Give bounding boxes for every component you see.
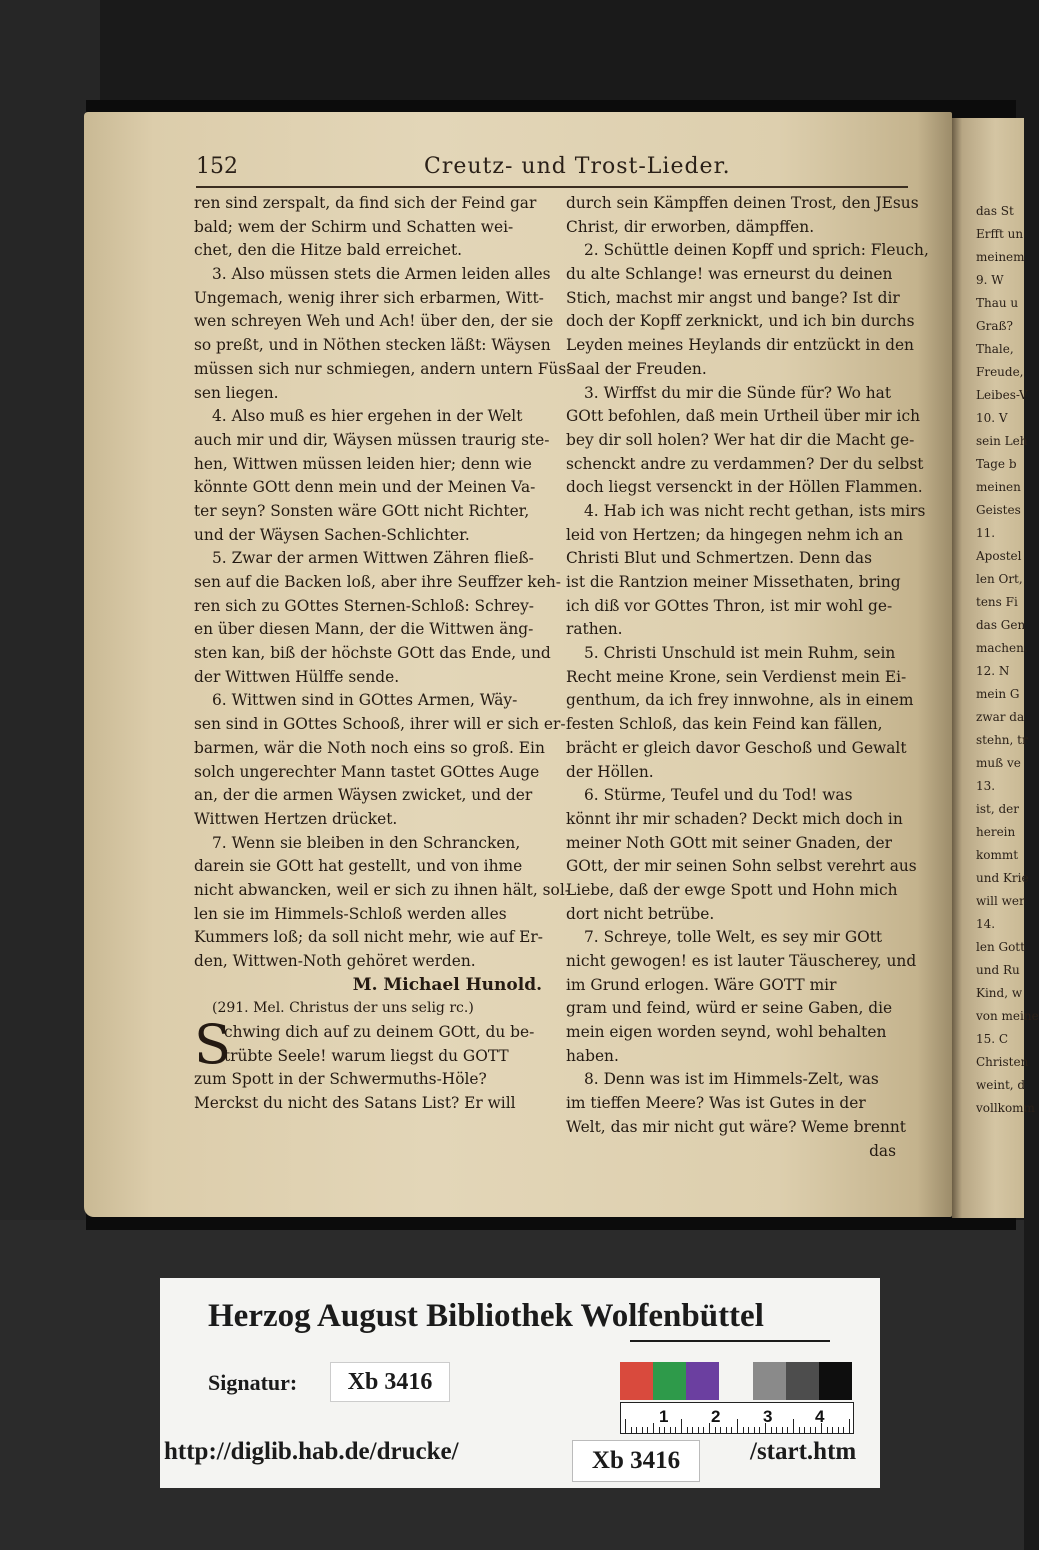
text-line: der Höllen. xyxy=(566,762,654,781)
text-line: trübte Seele! warum liegst du GOTT xyxy=(224,1046,509,1065)
text-line: ter seyn? Sonsten wäre GOtt nicht Richter, xyxy=(194,501,530,520)
library-card xyxy=(160,1278,880,1488)
adjacent-page-fragment: stehn, tr xyxy=(976,733,1028,747)
color-calibration-bar xyxy=(620,1362,852,1400)
text-line: ich diß vor GOttes Thron, ist mir wohl ge- xyxy=(566,596,893,615)
adjacent-page-fragment: weint, d xyxy=(976,1078,1026,1092)
adjacent-page-fragment: machen. xyxy=(976,641,1028,655)
signatur-label: Signatur: xyxy=(208,1370,298,1395)
ruler-tick xyxy=(703,1427,704,1433)
adjacent-page-fragment: ist, der xyxy=(976,802,1019,816)
color-swatch xyxy=(753,1362,786,1400)
color-swatch xyxy=(719,1362,752,1400)
text-line: 6. Wittwen sind in GOttes Armen, Wäy- xyxy=(212,691,518,710)
ruler-tick xyxy=(664,1427,665,1433)
adjacent-page-fragment: Geistes xyxy=(976,503,1021,517)
ruler-tick xyxy=(815,1427,816,1433)
ruler-tick xyxy=(793,1419,794,1433)
text-line: 5. Christi Unschuld ist mein Ruhm, sein xyxy=(584,644,896,663)
color-swatch xyxy=(620,1362,653,1400)
text-line: könnt ihr mir schaden? Deckt mich doch in xyxy=(566,809,903,828)
adjacent-page-fragment: Kind, w xyxy=(976,986,1023,1000)
adjacent-page-fragment: will wer xyxy=(976,894,1025,908)
adjacent-page-fragment: Apostel xyxy=(976,549,1022,563)
text-line: solch ungerechter Mann tastet GOttes Auge xyxy=(194,762,540,781)
text-line: hen, Wittwen müssen leiden hier; denn wie xyxy=(194,454,532,473)
adjacent-page-fragment: Erfft un xyxy=(976,227,1024,241)
text-line: 3. Wirffst du mir die Sünde für? Wo hat xyxy=(584,383,892,402)
adjacent-page-fragment: len Gott xyxy=(976,940,1025,954)
left-text-column xyxy=(194,192,572,1116)
text-line: doch liegst versenckt in der Höllen Flammen. xyxy=(566,478,923,497)
ruler-tick xyxy=(647,1427,648,1433)
adjacent-page-fragment: meinen xyxy=(976,480,1021,494)
adjacent-page-fragment: sein Leh xyxy=(976,434,1028,448)
text-line: 4. Also muß es hier ergehen in der Welt xyxy=(212,407,523,426)
text-line: zum Spott in der Schwermuths-Höle? xyxy=(194,1070,487,1089)
text-line: doch der Kopff zerknickt, und ich bin durchs xyxy=(566,312,915,331)
text-line: Ungemach, wenig ihrer sich erbarmen, Witt- xyxy=(194,288,544,307)
text-line: 4. Hab ich was nicht recht gethan, ists mirs xyxy=(584,501,926,520)
text-line: an, der die armen Wäysen zwicket, und der xyxy=(194,786,533,805)
ruler-tick xyxy=(670,1427,671,1433)
ruler-tick xyxy=(687,1427,688,1433)
text-line: der Wittwen Hülffe sende. xyxy=(194,667,400,686)
drop-cap: S xyxy=(194,1012,231,1076)
ruler-tick xyxy=(754,1427,755,1433)
text-line: M. Michael Hunold. xyxy=(352,974,542,995)
adjacent-page-fragment: tens Fi xyxy=(976,595,1018,609)
url-suffix: /start.htm xyxy=(750,1438,857,1465)
text-line: nicht abwancken, weil er sich zu ihnen hält, sol- xyxy=(194,880,570,899)
text-line: wen schreyen Weh und Ach! über den, der sie xyxy=(194,312,554,331)
adjacent-page-fragment: Graß? xyxy=(976,319,1013,333)
adjacent-page-fragment: Tage b xyxy=(976,457,1017,471)
text-line: Saal der Freuden. xyxy=(566,359,707,378)
ruler-number: 1 xyxy=(659,1407,669,1426)
text-line: 7. Wenn sie bleiben in den Schrancken, xyxy=(212,833,521,852)
ruler-tick xyxy=(625,1419,626,1433)
text-line: durch sein Kämpffen deinen Trost, den JEsus xyxy=(566,194,919,212)
text-line: ist die Rantzion meiner Missethaten, bring xyxy=(566,573,901,591)
text-line: Stich, machst mir angst und bange? Ist dir xyxy=(566,288,900,307)
text-line: (291. Mel. Christus der uns selig rc.) xyxy=(212,1000,474,1017)
adjacent-page-fragment: Thale, xyxy=(976,342,1014,356)
text-line: müssen sich nur schmiegen, andern untern Füs- xyxy=(194,359,572,378)
adjacent-page-fragment: kommt xyxy=(976,848,1019,862)
text-line: chet, den die Hitze bald erreichet. xyxy=(194,241,463,260)
text-line: gram und feind, würd er seine Gaben, die xyxy=(566,999,893,1018)
text-line: Christi Blut und Schmertzen. Denn das xyxy=(566,549,872,568)
header-rule xyxy=(196,186,908,188)
text-line: so preßt, und in Nöthen stecken läßt: Wäysen xyxy=(194,336,551,355)
adjacent-page-fragment: meinem xyxy=(976,250,1025,264)
adjacent-page-fragment: und Ru xyxy=(976,963,1020,977)
text-line: sen auf die Backen loß, aber ihre Seuffzer keh- xyxy=(194,573,561,591)
ruler-tick xyxy=(804,1427,805,1433)
text-line: 2. Schüttle deinen Kopff und sprich: Fleuch, xyxy=(584,241,929,260)
institution-underline xyxy=(630,1340,830,1342)
text-line: Merckst du nicht des Satans List? Er will xyxy=(194,1094,516,1113)
adjacent-page-fragment: zwar da xyxy=(976,710,1025,724)
text-line: und der Wäysen Sachen-Schlichter. xyxy=(194,525,470,544)
adjacent-page-fragment: 15. C xyxy=(976,1032,1009,1046)
url-shelfmark: Xb 3416 xyxy=(572,1440,700,1482)
ruler-tick xyxy=(849,1419,850,1433)
text-line: mein eigen worden seynd, wohl behalten xyxy=(566,1023,887,1042)
ruler-number: 3 xyxy=(763,1407,773,1426)
ruler-tick xyxy=(709,1423,710,1433)
text-line: darein sie GOtt hat gestellt, und von ihme xyxy=(194,857,523,876)
text-line: dort nicht betrübe. xyxy=(566,904,715,923)
ruler-tick xyxy=(759,1427,760,1433)
scale-ruler xyxy=(620,1402,854,1434)
text-line: 7. Schreye, tolle Welt, es sey mir GOtt xyxy=(584,928,883,947)
ruler-tick xyxy=(659,1427,660,1433)
adjacent-page-fragment: Freude, xyxy=(976,365,1024,379)
adjacent-page-fragment: von meine xyxy=(976,1009,1039,1023)
ruler-tick xyxy=(631,1427,632,1433)
adjacent-page-fragment: 12. N xyxy=(976,664,1010,678)
text-line: 6. Stürme, Teufel und du Tod! was xyxy=(584,786,853,805)
text-line: ren sich zu GOttes Sternen-Schloß: Schrey- xyxy=(194,596,534,615)
adjacent-page-text xyxy=(952,200,1039,1120)
adjacent-page-fragment: 14. xyxy=(976,917,996,931)
text-line: bey dir soll holen? Wer hat dir die Macht ge- xyxy=(566,430,915,449)
text-line: Leyden meines Heylands dir entzückt in den xyxy=(566,336,914,355)
adjacent-page-fragment: muß ve xyxy=(976,756,1021,770)
text-line: den, Wittwen-Noth gehöret werden. xyxy=(194,952,476,970)
ruler-tick xyxy=(675,1427,676,1433)
url-prefix: http://diglib.hab.de/drucke/ xyxy=(164,1438,459,1465)
ruler-tick xyxy=(726,1427,727,1433)
ruler-tick xyxy=(843,1427,844,1433)
ruler-tick xyxy=(771,1427,772,1433)
text-line: genthum, da ich frey innwohne, als in einem xyxy=(566,691,914,710)
text-line: Wittwen Hertzen drücket. xyxy=(194,809,398,828)
ruler-tick xyxy=(642,1427,643,1433)
ruler-tick xyxy=(782,1427,783,1433)
adjacent-page-edge xyxy=(952,118,1039,1218)
page-number: 152 xyxy=(196,154,238,179)
text-line: das xyxy=(869,1141,896,1160)
text-line: du alte Schlange! was erneurst du deinen xyxy=(566,265,893,284)
adjacent-page-fragment: mein G xyxy=(976,687,1020,701)
text-line: festen Schloß, das kein Feind kan fällen, xyxy=(566,715,883,734)
adjacent-page-fragment: und Krie xyxy=(976,871,1029,885)
color-swatch xyxy=(786,1362,819,1400)
ruler-tick xyxy=(748,1427,749,1433)
text-line: sen sind in GOttes Schooß, ihrer will er sich er- xyxy=(194,715,566,734)
text-line: leid von Hertzen; da hingegen nehm ich an xyxy=(566,525,903,544)
ruler-tick xyxy=(720,1427,721,1433)
ruler-tick xyxy=(737,1419,738,1433)
text-line: nicht gewogen! es ist lauter Täuscherey, und xyxy=(566,952,917,970)
text-line: rathen. xyxy=(566,620,623,639)
ruler-tick xyxy=(832,1427,833,1433)
adjacent-page-fragment: herein xyxy=(976,825,1016,839)
text-line: len sie im Himmels-Schloß werden alles xyxy=(194,904,507,923)
adjacent-page-fragment: das St xyxy=(976,204,1014,218)
text-line: Welt, das mir nicht gut wäre? Weme brennt xyxy=(566,1117,906,1136)
text-line: Kummers loß; da soll nicht mehr, wie auf Er- xyxy=(194,928,543,947)
text-line: GOtt befohlen, daß mein Urtheil über mir ich xyxy=(566,407,920,426)
text-line: haben. xyxy=(566,1046,619,1065)
ruler-tick xyxy=(636,1427,637,1433)
right-text-column xyxy=(566,192,929,1163)
text-line: Liebe, daß der ewge Spott und Hohn mich xyxy=(566,880,898,899)
signatur-value: Xb 3416 xyxy=(330,1362,450,1402)
text-line: 8. Denn was ist im Himmels-Zelt, was xyxy=(584,1070,879,1089)
text-line: im Grund erlogen. Wäre GOTT mir xyxy=(566,975,837,994)
running-head xyxy=(84,150,952,184)
text-line: sten kan, biß der höchste GOtt das Ende, und xyxy=(194,644,551,663)
text-line: könnte GOtt denn mein und der Meinen Va- xyxy=(194,478,536,497)
color-swatch xyxy=(653,1362,686,1400)
text-line: bald; wem der Schirm und Schatten wei- xyxy=(194,217,514,236)
ruler-tick xyxy=(698,1427,699,1433)
ruler-tick xyxy=(715,1427,716,1433)
running-title: Creutz- und Trost-Lieder. xyxy=(424,154,731,179)
adjacent-page-fragment: 10. V xyxy=(976,411,1008,425)
text-line: schenckt andre zu verdammen? Der du selbst xyxy=(566,454,924,473)
adjacent-page-fragment: das Gen xyxy=(976,618,1026,632)
adjacent-page-fragment: len Ort, xyxy=(976,572,1023,586)
text-line: sen liegen. xyxy=(194,383,279,402)
text-line: im tieffen Meere? Was ist Gutes in der xyxy=(566,1094,866,1113)
text-line: ren sind zerspalt, da find sich der Feind gar xyxy=(194,194,537,212)
text-line: 5. Zwar der armen Wittwen Zähren fließ- xyxy=(212,549,534,568)
ruler-number: 2 xyxy=(711,1407,721,1426)
text-line: 3. Also müssen stets die Armen leiden alles xyxy=(212,265,551,284)
adjacent-page-fragment: Leibes-V xyxy=(976,388,1028,402)
adjacent-page-fragment: 9. W xyxy=(976,273,1004,287)
adjacent-page-fragment: 11. xyxy=(976,526,996,540)
ruler-tick xyxy=(731,1427,732,1433)
ruler-tick xyxy=(827,1427,828,1433)
color-swatch xyxy=(819,1362,852,1400)
text-line: meiner Noth GOtt mit seiner Gnaden, der xyxy=(566,833,892,852)
text-line: GOtt, der mir seinen Sohn selbst verehrt aus xyxy=(566,857,917,876)
ruler-tick xyxy=(787,1427,788,1433)
text-line: barmen, wär die Noth noch eins so groß. Ein xyxy=(194,738,545,757)
text-line: en über diesen Mann, der die Wittwen äng- xyxy=(194,620,534,639)
text-line: brächt er gleich davor Geschoß und Gewalt xyxy=(566,738,907,757)
text-line: Christ, dir erworben, dämpffen. xyxy=(566,217,815,236)
adjacent-page-fragment: vollkomm xyxy=(976,1101,1035,1115)
book-page xyxy=(84,112,952,1217)
ruler-tick xyxy=(799,1427,800,1433)
text-line: Recht meine Krone, sein Verdienst mein Ei- xyxy=(566,667,907,686)
ruler-tick xyxy=(838,1427,839,1433)
ruler-tick xyxy=(810,1427,811,1433)
ruler-tick xyxy=(653,1423,654,1433)
adjacent-page-fragment: Thau u xyxy=(976,296,1019,310)
ruler-tick xyxy=(681,1419,682,1433)
ruler-tick xyxy=(692,1427,693,1433)
text-line: chwing dich auf zu deinem GOtt, du be- xyxy=(224,1023,535,1042)
adjacent-page-fragment: Christen xyxy=(976,1055,1029,1069)
ruler-number: 4 xyxy=(815,1407,825,1426)
institution-name: Herzog August Bibliothek Wolfenbüttel xyxy=(208,1298,764,1334)
color-swatch xyxy=(686,1362,719,1400)
ruler-tick xyxy=(776,1427,777,1433)
adjacent-page-fragment: 13. xyxy=(976,779,996,793)
text-line: auch mir und dir, Wäysen müssen traurig ste- xyxy=(194,430,550,449)
ruler-tick xyxy=(743,1427,744,1433)
